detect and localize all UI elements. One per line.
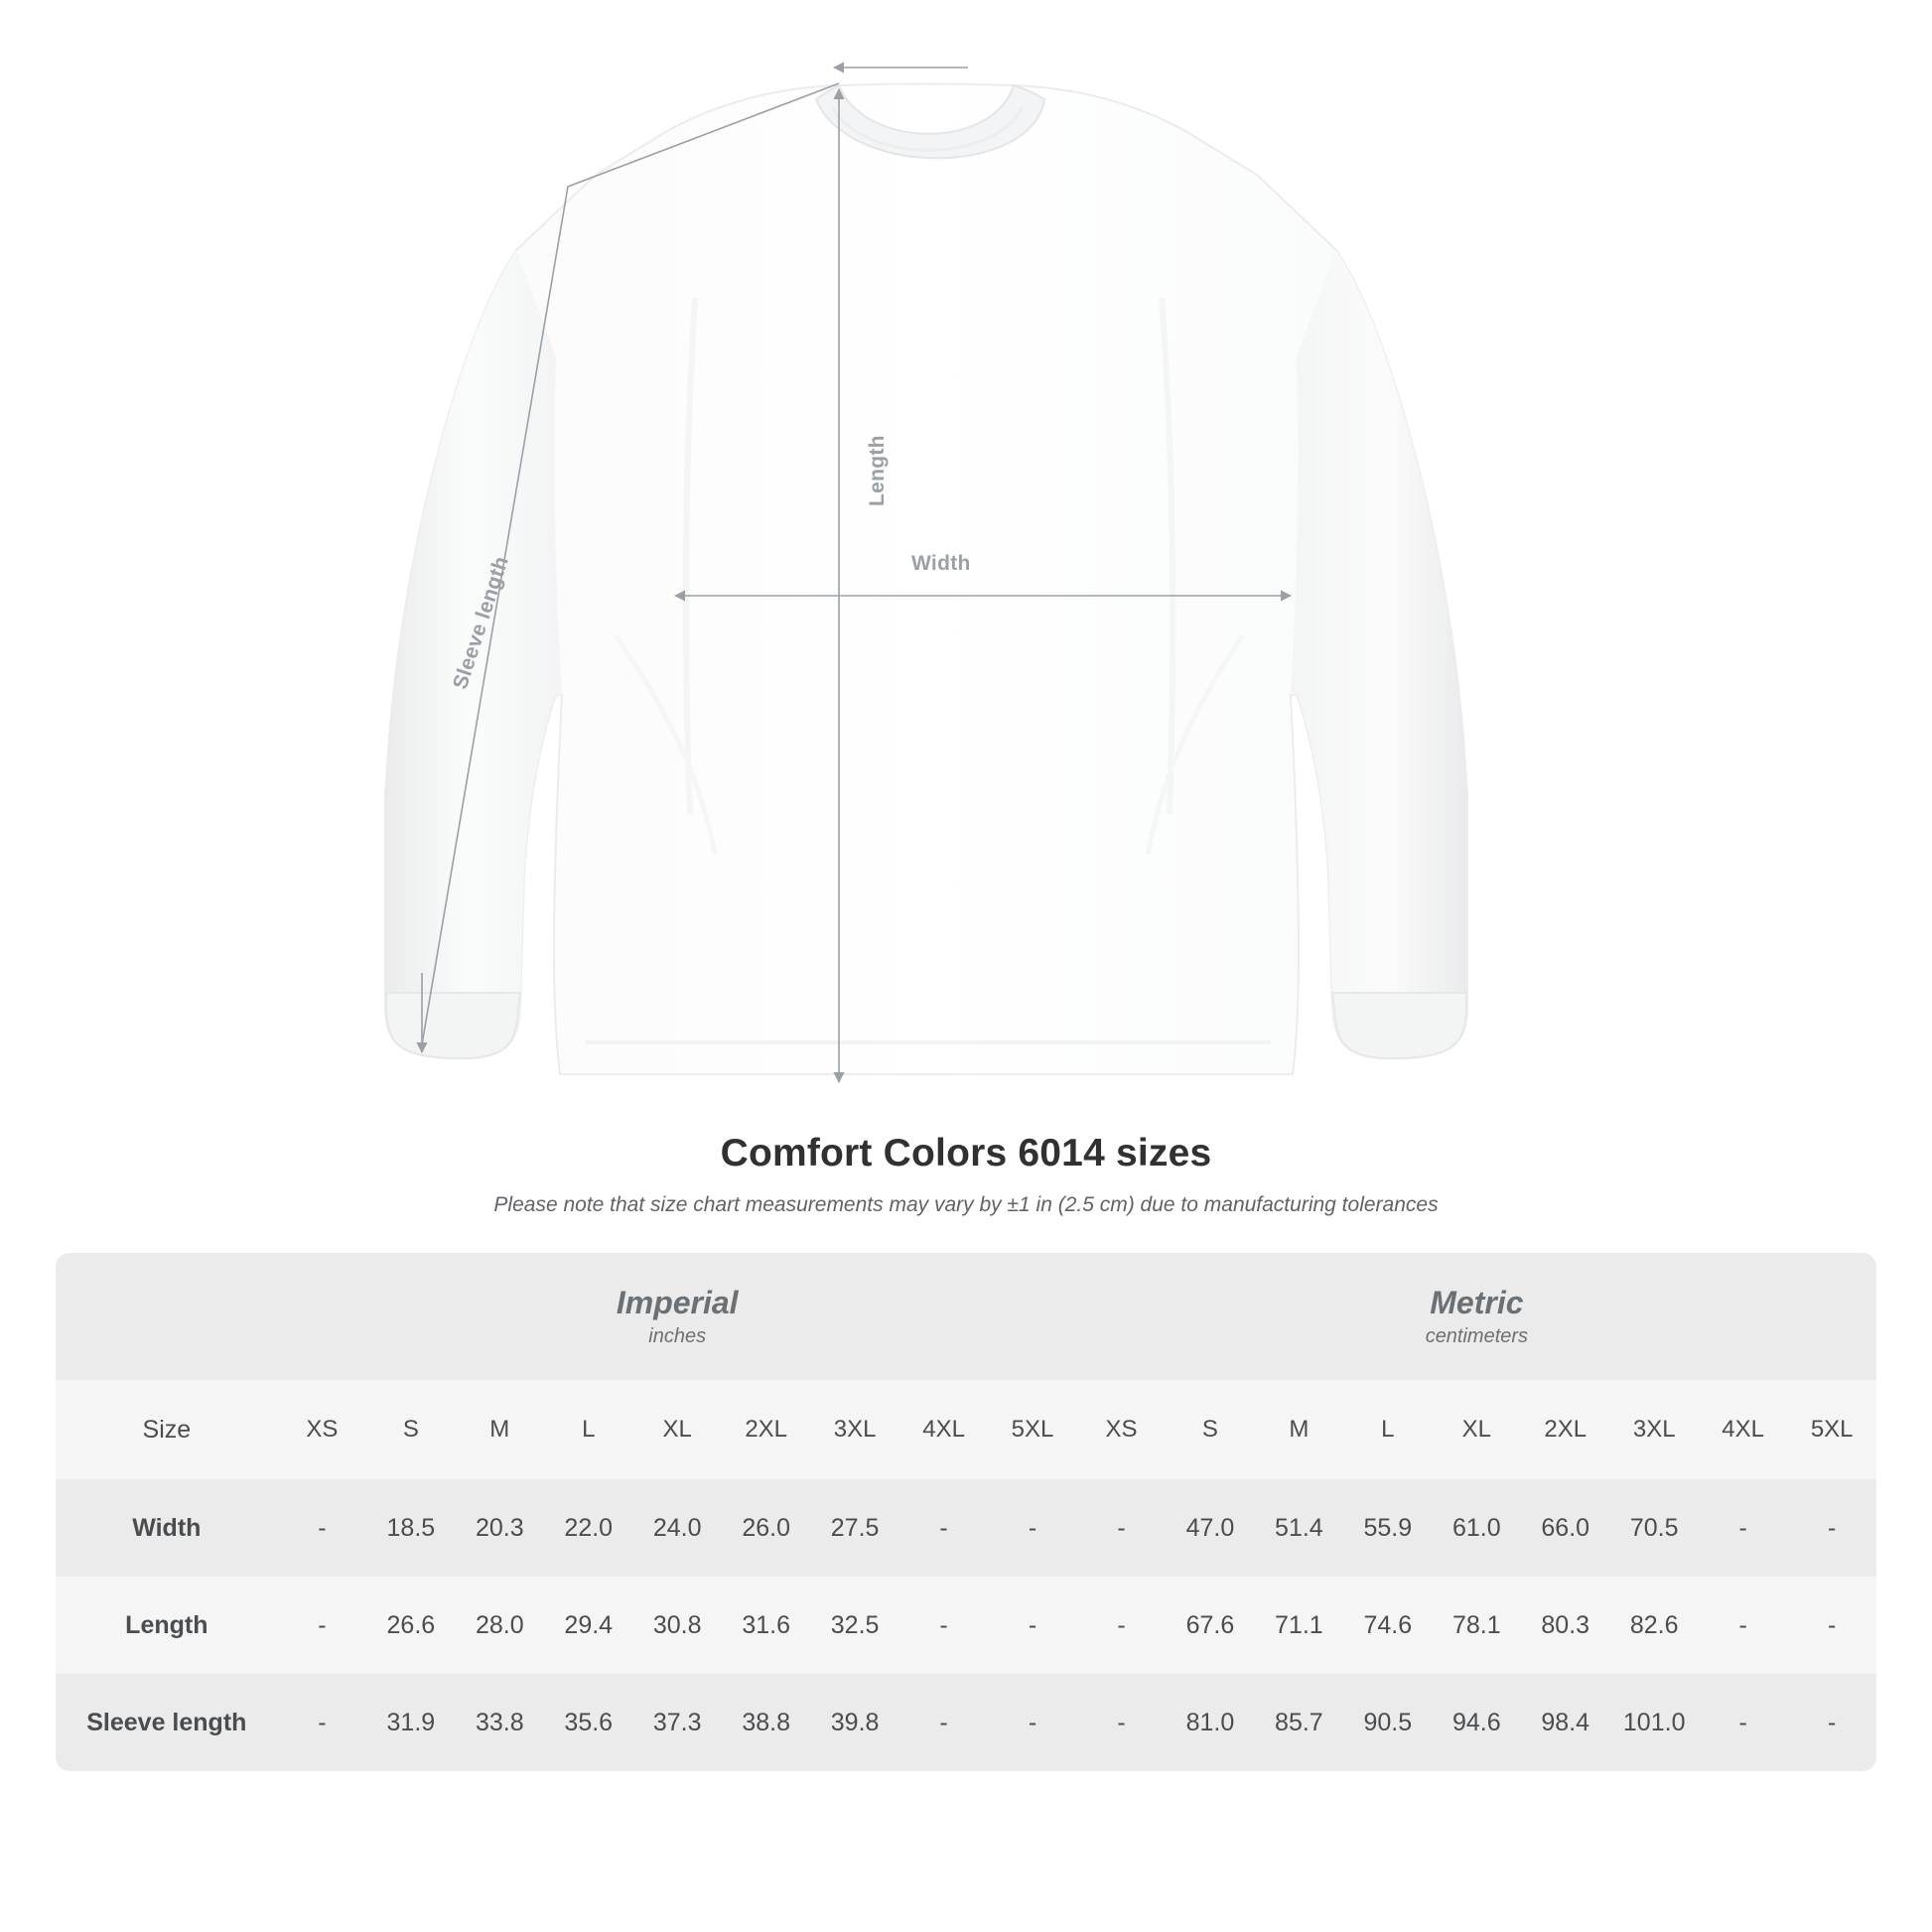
- size-column-header: 5XL: [988, 1380, 1076, 1479]
- measurement-cell: 94.6: [1433, 1674, 1521, 1771]
- measurement-cell: 30.8: [632, 1577, 721, 1674]
- unit-band-spacer: [56, 1253, 278, 1380]
- table-row: [56, 1577, 1876, 1674]
- size-column-header: L: [1343, 1380, 1432, 1479]
- measurement-cell: 74.6: [1343, 1577, 1432, 1674]
- measurement-cell: -: [278, 1479, 366, 1577]
- measurement-cell: 35.6: [544, 1674, 632, 1771]
- measurement-cell: 18.5: [366, 1479, 455, 1577]
- measurement-cell: 31.6: [722, 1577, 810, 1674]
- measurement-cell: 39.8: [810, 1674, 898, 1771]
- measurement-cell: -: [899, 1577, 988, 1674]
- unit-band-cell: [1077, 1253, 1876, 1380]
- measurement-cell: 98.4: [1521, 1674, 1609, 1771]
- measurement-cell: -: [278, 1577, 366, 1674]
- unit-name: Imperial: [616, 1285, 739, 1321]
- measurement-cell: 61.0: [1433, 1479, 1521, 1577]
- size-column-header: XL: [632, 1380, 721, 1479]
- measurement-cell: -: [988, 1674, 1076, 1771]
- measurement-cell: 28.0: [456, 1577, 544, 1674]
- measurement-cell: 26.0: [722, 1479, 810, 1577]
- measurement-cell: 82.6: [1609, 1577, 1698, 1674]
- size-column-header: L: [544, 1380, 632, 1479]
- measurement-cell: 81.0: [1166, 1674, 1254, 1771]
- unit-subtitle: inches: [648, 1324, 707, 1347]
- measurement-cell: -: [1699, 1577, 1787, 1674]
- measurement-cell: -: [1077, 1577, 1166, 1674]
- size-table: [56, 1253, 1876, 1771]
- measurement-cell: -: [899, 1479, 988, 1577]
- measurement-cell: 101.0: [1609, 1674, 1698, 1771]
- length-label: Length: [866, 435, 889, 506]
- unit-band-row: [56, 1253, 1876, 1380]
- measurement-cell: -: [988, 1577, 1076, 1674]
- size-column-header: S: [1166, 1380, 1254, 1479]
- size-column-header: 5XL: [1787, 1380, 1876, 1479]
- measurement-cell: 37.3: [632, 1674, 721, 1771]
- measurement-cell: 20.3: [456, 1479, 544, 1577]
- measurement-cell: -: [1787, 1577, 1876, 1674]
- measurement-cell: 31.9: [366, 1674, 455, 1771]
- measurement-cell: -: [988, 1479, 1076, 1577]
- measurement-label: Length: [56, 1577, 278, 1674]
- measurement-cell: 90.5: [1343, 1674, 1432, 1771]
- unit-band-cell: [278, 1253, 1077, 1380]
- measurement-cell: 24.0: [632, 1479, 721, 1577]
- size-column-header: 2XL: [1521, 1380, 1609, 1479]
- size-column-header: S: [366, 1380, 455, 1479]
- sleeve-length-label: Sleeve length: [449, 553, 513, 693]
- size-column-header: 3XL: [1609, 1380, 1698, 1479]
- measurement-cell: 26.6: [366, 1577, 455, 1674]
- measurement-cell: 22.0: [544, 1479, 632, 1577]
- measurement-cell: 78.1: [1433, 1577, 1521, 1674]
- size-column-header: XS: [278, 1380, 366, 1479]
- measurement-cell: 51.4: [1255, 1479, 1343, 1577]
- size-column-header: XL: [1433, 1380, 1521, 1479]
- page-title: Comfort Colors 6014 sizes: [720, 1132, 1212, 1174]
- measurement-cell: 47.0: [1166, 1479, 1254, 1577]
- measurement-cell: 71.1: [1255, 1577, 1343, 1674]
- measurement-cell: 70.5: [1609, 1479, 1698, 1577]
- size-table-wrapper: [56, 1253, 1876, 1771]
- table-header-row: [56, 1380, 1876, 1479]
- table-row: [56, 1674, 1876, 1771]
- measurement-cell: 38.8: [722, 1674, 810, 1771]
- measurement-cell: -: [1699, 1479, 1787, 1577]
- measurement-cell: 33.8: [456, 1674, 544, 1771]
- size-column-header: 2XL: [722, 1380, 810, 1479]
- measurement-cell: 27.5: [810, 1479, 898, 1577]
- size-column-header: M: [456, 1380, 544, 1479]
- measurement-label: Width: [56, 1479, 278, 1577]
- size-column-header: 4XL: [899, 1380, 988, 1479]
- table-row: [56, 1479, 1876, 1577]
- measurement-cell: -: [278, 1674, 366, 1771]
- tolerance-note: Please note that size chart measurements may vary by ±1 in (2.5 cm) due to manufacturing tolerances: [493, 1193, 1439, 1216]
- shirt-garment: [385, 84, 1467, 1075]
- size-header-label: Size: [56, 1380, 278, 1479]
- measurement-cell: -: [1077, 1479, 1166, 1577]
- measurement-cell: 85.7: [1255, 1674, 1343, 1771]
- measurement-cell: -: [1699, 1674, 1787, 1771]
- measurement-cell: -: [1787, 1479, 1876, 1577]
- measurement-label: Sleeve length: [56, 1674, 278, 1771]
- size-column-header: XS: [1077, 1380, 1166, 1479]
- chart-heading: [0, 1132, 1932, 1217]
- unit-name: Metric: [1430, 1285, 1524, 1321]
- measurement-cell: 55.9: [1343, 1479, 1432, 1577]
- size-column-header: M: [1255, 1380, 1343, 1479]
- size-column-header: 4XL: [1699, 1380, 1787, 1479]
- measurement-cell: 29.4: [544, 1577, 632, 1674]
- unit-subtitle: centimeters: [1425, 1324, 1529, 1347]
- measurement-cell: 66.0: [1521, 1479, 1609, 1577]
- measurement-cell: -: [1787, 1674, 1876, 1771]
- size-column-header: 3XL: [810, 1380, 898, 1479]
- measurement-cell: -: [1077, 1674, 1166, 1771]
- measurement-cell: -: [899, 1674, 988, 1771]
- measurement-cell: 32.5: [810, 1577, 898, 1674]
- measurement-cell: 80.3: [1521, 1577, 1609, 1674]
- measurement-cell: 67.6: [1166, 1577, 1254, 1674]
- width-label: Width: [911, 552, 971, 575]
